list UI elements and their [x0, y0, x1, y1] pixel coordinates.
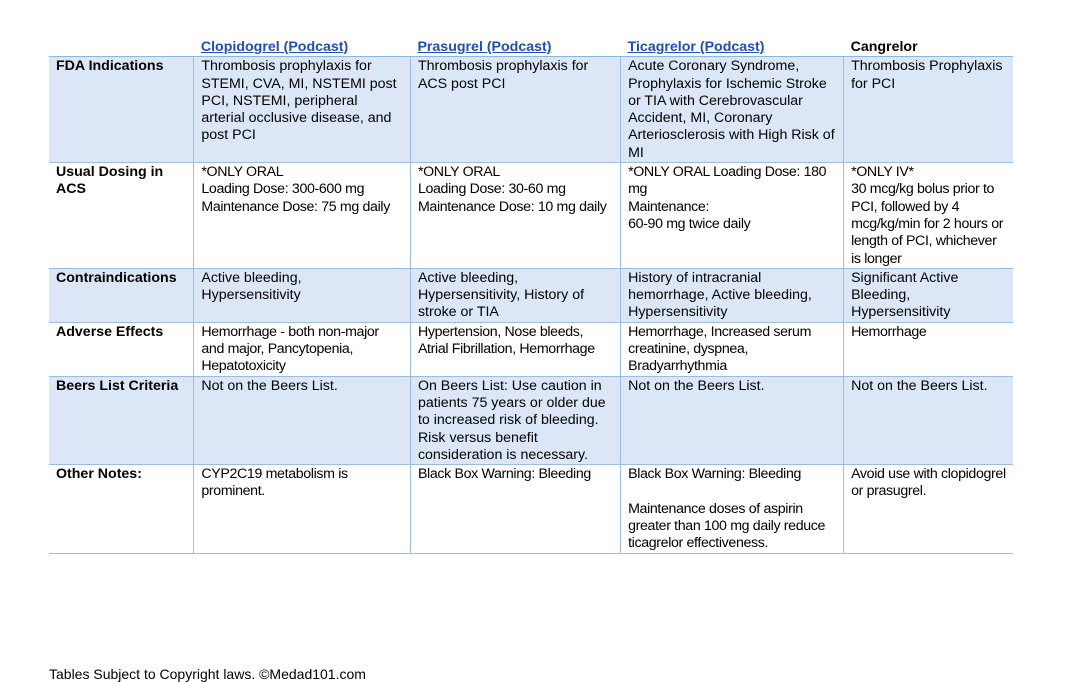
cell-clopidogrel: Active bleeding, Hypersensitivity — [194, 268, 411, 322]
cell-cangrelor: Avoid use with clopidogrel or prasugrel. — [844, 465, 1013, 553]
copyright-footer: Tables Subject to Copyright laws. ©Medad101.com — [49, 666, 366, 682]
header-corner-cell — [49, 38, 194, 57]
row-label: Contraindications — [49, 268, 194, 322]
table-row-usual-dosing — [49, 163, 1013, 269]
clopidogrel-podcast-link[interactable]: Clopidogrel (Podcast) — [200, 39, 349, 55]
drug-comparison-table — [49, 38, 1013, 554]
header-cangrelor: Cangrelor — [844, 38, 1013, 57]
table-header-row — [49, 38, 1013, 57]
table-row-contraindications — [49, 268, 1013, 322]
table-row-adverse-effects — [49, 322, 1013, 376]
cell-ticagrelor: *ONLY ORAL Loading Dose: 180 mg Maintenance: 60-90 mg twice daily — [621, 163, 844, 269]
cell-cangrelor: *ONLY IV* 30 mcg/kg bolus prior to PCI, followed by 4 mcg/kg/min for 2 hours or length of PCI, whichever is longer — [844, 163, 1013, 269]
cell-cangrelor: Hemorrhage — [844, 322, 1013, 376]
cell-ticagrelor: Acute Coronary Syndrome, Prophylaxis for Ischemic Stroke or TIA with Cerebrovascular Accident, MI, Coronary Arteriosclerosis with High Risk of MI — [621, 57, 844, 163]
table-row-beers-list — [49, 376, 1013, 464]
cell-clopidogrel: *ONLY ORAL Loading Dose: 300-600 mg Maintenance Dose: 75 mg daily — [194, 163, 411, 269]
cell-prasugrel: On Beers List: Use caution in patients 75 years or older due to increased risk of bleeding. Risk versus benefit consideration is necessary. — [410, 376, 620, 464]
header-ticagrelor — [621, 38, 844, 57]
cell-cangrelor: Significant Active Bleeding, Hypersensitivity — [844, 268, 1013, 322]
cell-clopidogrel: CYP2C19 metabolism is prominent. — [194, 465, 411, 553]
header-clopidogrel — [194, 38, 411, 57]
prasugrel-podcast-link[interactable]: Prasugrel (Podcast) — [417, 39, 552, 55]
cell-prasugrel: Thrombosis prophylaxis for ACS post PCI — [410, 57, 620, 163]
cell-prasugrel: Black Box Warning: Bleeding — [410, 465, 620, 553]
row-label: Beers List Criteria — [49, 376, 194, 464]
cell-ticagrelor: Hemorrhage, Increased serum creatinine, dyspnea, Bradyarrhythmia — [621, 322, 844, 376]
cell-cangrelor: Thrombosis Prophylaxis for PCI — [844, 57, 1013, 163]
cell-ticagrelor: Not on the Beers List. — [621, 376, 844, 464]
row-label: Adverse Effects — [49, 322, 194, 376]
table-row-fda-indications — [49, 57, 1013, 163]
header-prasugrel — [410, 38, 620, 57]
cell-prasugrel: *ONLY ORAL Loading Dose: 30-60 mg Maintenance Dose: 10 mg daily — [410, 163, 620, 269]
cell-clopidogrel: Hemorrhage - both non-major and major, Pancytopenia, Hepatotoxicity — [194, 322, 411, 376]
row-label: FDA Indications — [49, 57, 194, 163]
cell-clopidogrel: Thrombosis prophylaxis for STEMI, CVA, MI, NSTEMI post PCI, NSTEMI, peripheral arterial occlusive disease, and post PCI — [194, 57, 411, 163]
cell-cangrelor: Not on the Beers List. — [844, 376, 1013, 464]
cell-ticagrelor: Black Box Warning: Bleeding Maintenance doses of aspirin greater than 100 mg daily reduce ticagrelor effectiveness. — [621, 465, 844, 553]
cell-prasugrel: Hypertension, Nose bleeds, Atrial Fibrillation, Hemorrhage — [410, 322, 620, 376]
table-row-other-notes — [49, 465, 1013, 553]
row-label: Usual Dosing in ACS — [49, 163, 194, 269]
cell-prasugrel: Active bleeding, Hypersensitivity, History of stroke or TIA — [410, 268, 620, 322]
cell-clopidogrel: Not on the Beers List. — [194, 376, 411, 464]
row-label: Other Notes: — [49, 465, 194, 553]
ticagrelor-podcast-link[interactable]: Ticagrelor (Podcast) — [627, 39, 765, 55]
cell-ticagrelor: History of intracranial hemorrhage, Active bleeding, Hypersensitivity — [621, 268, 844, 322]
